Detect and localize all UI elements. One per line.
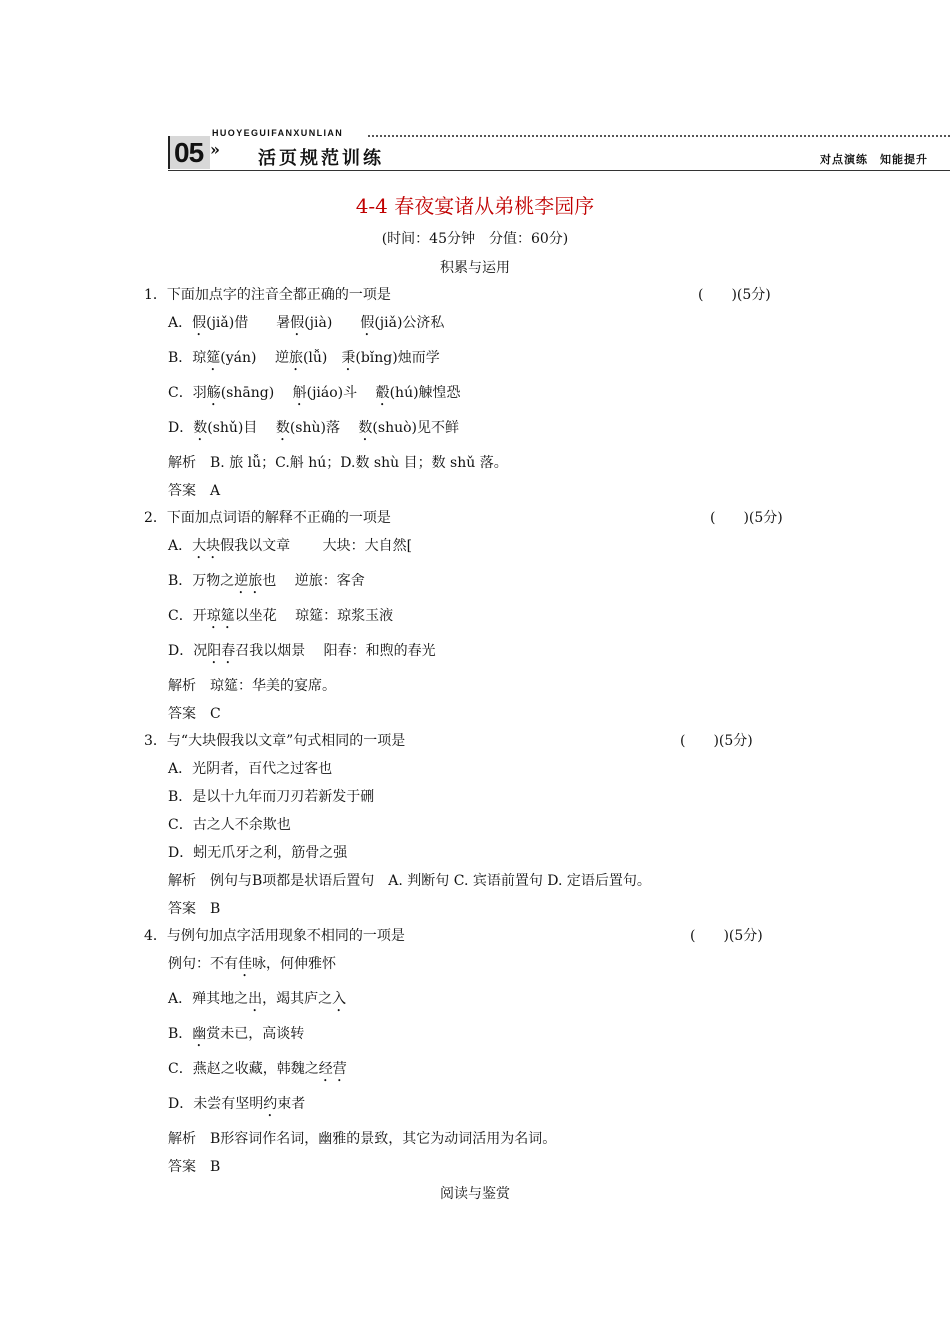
header-rule [168,170,950,171]
header-title: 活页规范训练 [258,148,384,169]
q2-option-d: D．况阳春召我以烟景 阳春：和煦的春光 [168,643,436,659]
question-1-score: ( )(5分) [698,287,771,303]
q1-option-c: C．羽觞(shāng) 斛(jiáo)斗 觳(hú)觫惶恐 [168,385,461,401]
q3-option-d: D．蚓无爪牙之利，筋骨之强 [168,845,348,861]
q4-option-c: C．燕赵之收藏，韩魏之经营 [168,1061,347,1077]
q4-example: 例句：不有佳咏，何伸雅怀 [168,956,336,972]
q2-option-c: C．开琼筵以坐花 琼筵：琼浆玉液 [168,608,394,624]
q1-option-a: A．假(jiǎ)借 暑假(jià) 假(jiǎ)公济私 [168,315,445,331]
q2-answer: 答案 C [168,706,221,722]
chapter-number: 05 [174,137,204,168]
question-3-stem: 3．与“大块假我以文章”句式相同的一项是 [144,733,406,749]
q4-option-a: A．殚其地之出，竭其庐之入 [168,991,347,1007]
header-subtitle: 对点演练 知能提升 [820,153,928,166]
q1-option-b: B．琼筵(yán) 逆旅(lǚ) 秉(bǐng)烛而学 [168,350,440,366]
question-3-score: ( )(5分) [680,733,753,749]
section-heading-2: 阅读与鉴赏 [440,1186,510,1202]
q3-option-b: B．是以十九年而刀刃若新发于硎 [168,789,375,805]
question-2-stem: 2．下面加点词语的解释不正确的一项是 [144,510,391,526]
question-4-score: ( )(5分) [690,928,763,944]
section-heading-1: 积累与运用 [440,260,510,276]
page-title: 4-4 春夜宴诸从弟桃李园序 [355,194,595,218]
q2-option-b: B．万物之逆旅也 逆旅：客舍 [168,573,365,589]
q4-explanation: 解析 B形容词作名词，幽雅的景致，其它为动词活用为名词。 [168,1131,557,1147]
q2-explanation: 解析 琼筵：华美的宴席。 [168,678,336,694]
q1-answer: 答案 A [168,483,221,499]
header-pinyin: HUOYEGUIFANXUNLIAN [212,128,344,138]
q3-option-c: C．古之人不余欺也 [168,817,291,833]
q4-option-b: B．幽赏未已，高谈转 [168,1026,305,1042]
q1-option-d: D．数(shǔ)目 数(shù)落 数(shuò)见不鲜 [168,420,459,436]
chapter-number-box [168,136,210,169]
q4-option-d: D．未尝有坚明约束者 [168,1096,306,1112]
q2-option-a: A．大块假我以文章 大块：大自然[ [168,538,413,554]
q3-option-a: A．光阴者，百代之过客也 [168,761,333,777]
header-dotted-rule [368,135,950,137]
page-header [168,128,950,174]
chevron-icon: » [210,140,220,159]
question-1-stem: 1．下面加点字的注音全都正确的一项是 [144,287,391,303]
question-4-stem: 4．与例句加点字活用现象不相同的一项是 [144,928,405,944]
q1-explanation: 解析 B. 旅 lǚ；C.斛 hú；D.数 shù 目；数 shǔ 落。 [168,455,508,471]
q4-answer: 答案 B [168,1159,221,1175]
q3-answer: 答案 B [168,901,221,917]
question-2-score: ( )(5分) [710,510,783,526]
time-score-info: (时间：45分钟 分值：60分) [381,231,569,247]
q3-explanation: 解析 例句与B项都是状语后置句 A. 判断句 C. 宾语前置句 D. 定语后置句。 [168,873,651,889]
